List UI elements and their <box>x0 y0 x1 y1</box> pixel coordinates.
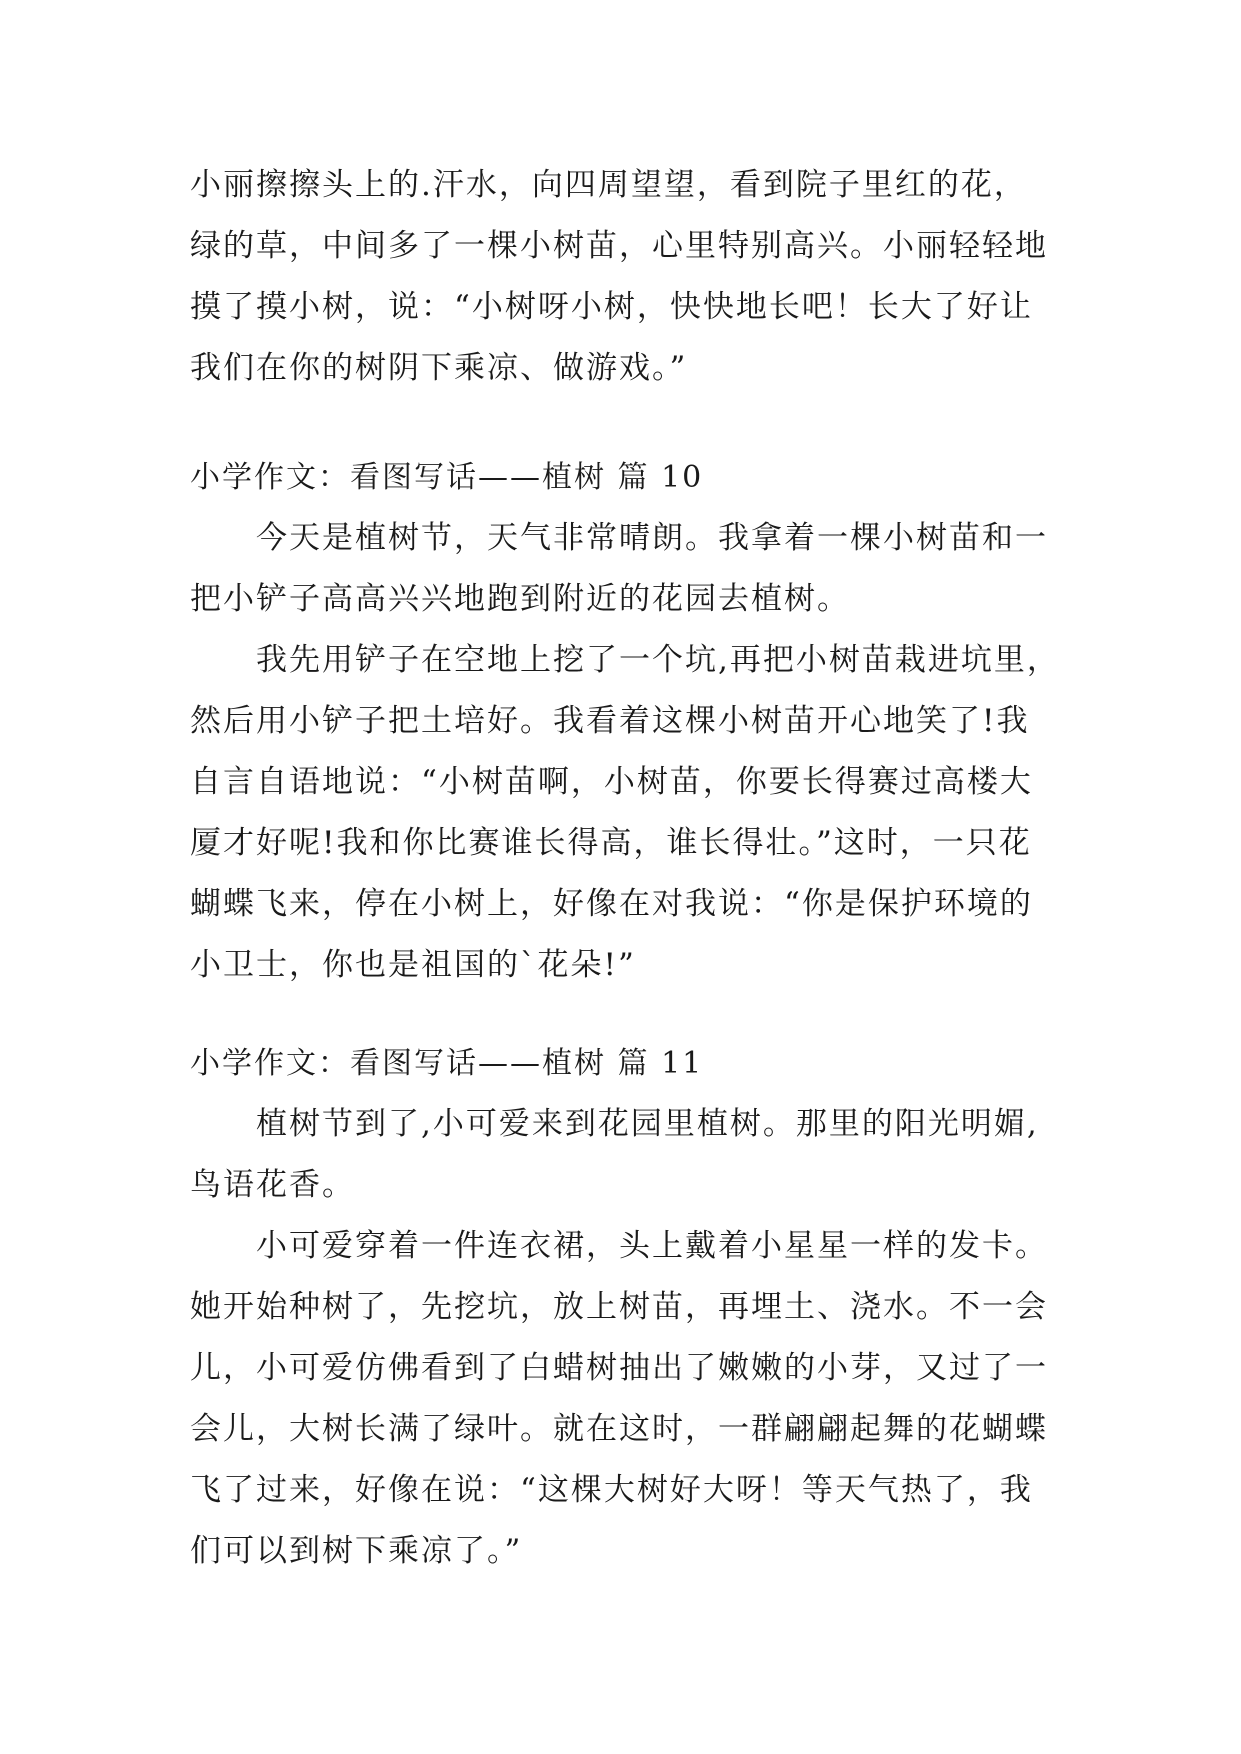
essay-section-10 <box>190 447 1070 996</box>
text-line: 我先用铲子在空地上挖了一个坑,再把小树苗栽进坑里， <box>256 642 1060 678</box>
text-line: 然后用小铲子把土培好。我看着这棵小树苗开心地笑了!我 <box>190 703 1030 739</box>
text-line: 厦才好呢!我和你比赛谁长得高，谁长得壮。”这时，一只花 <box>190 825 1032 861</box>
text-line: 我们在你的树阴下乘凉、做游戏。” <box>190 350 688 386</box>
text-line: 小丽擦擦头上的.汗水，向四周望望，看到院子里红的花， <box>190 167 1027 203</box>
text-line: 今天是植树节，天气非常晴朗。我拿着一棵小树苗和一 <box>256 520 1048 556</box>
paragraph <box>190 630 1070 996</box>
text-line: 绿的草，中间多了一棵小树苗，心里特别高兴。小丽轻轻地 <box>190 228 1048 264</box>
text-line: 小可爱穿着一件连衣裙，头上戴着小星星一样的发卡。 <box>256 1228 1048 1264</box>
text-line: 们可以到树下乘凉了。” <box>190 1533 523 1569</box>
text-line: 植树节到了,小可爱来到花园里植树。那里的阳光明媚, <box>256 1106 1039 1142</box>
essay-heading: 小学作文：看图写话——植树 篇 11 <box>190 1046 704 1081</box>
paragraph <box>190 1216 1070 1582</box>
text-line: 摸了摸小树，说：“小树呀小树，快快地长吧！长大了好让 <box>190 289 1033 325</box>
text-line: 小卫士，你也是祖国的`花朵!” <box>190 947 636 983</box>
essay-section-11 <box>190 1033 1070 1582</box>
text-line: 飞了过来，好像在说：“这棵大树好大呀！等天气热了，我 <box>190 1472 1033 1508</box>
text-line: 蝴蝶飞来，停在小树上，好像在对我说：“你是保护环境的 <box>190 886 1033 922</box>
paragraph <box>190 508 1070 630</box>
paragraph <box>190 1094 1070 1216</box>
text-line: 儿，小可爱仿佛看到了白蜡树抽出了嫩嫩的小芽，又过了一 <box>190 1350 1048 1386</box>
text-line: 会儿，大树长满了绿叶。就在这时，一群翩翩起舞的花蝴蝶 <box>190 1411 1048 1447</box>
text-line: 把小铲子高高兴兴地跑到附近的花园去植树。 <box>190 581 850 617</box>
continuation-paragraph <box>190 155 1070 399</box>
text-line: 自言自语地说：“小树苗啊，小树苗，你要长得赛过高楼大 <box>190 764 1033 800</box>
text-line: 她开始种树了，先挖坑，放上树苗，再埋土、浇水。不一会 <box>190 1289 1048 1325</box>
essay-heading: 小学作文：看图写话——植树 篇 10 <box>190 460 704 495</box>
text-line: 鸟语花香。 <box>190 1167 355 1203</box>
